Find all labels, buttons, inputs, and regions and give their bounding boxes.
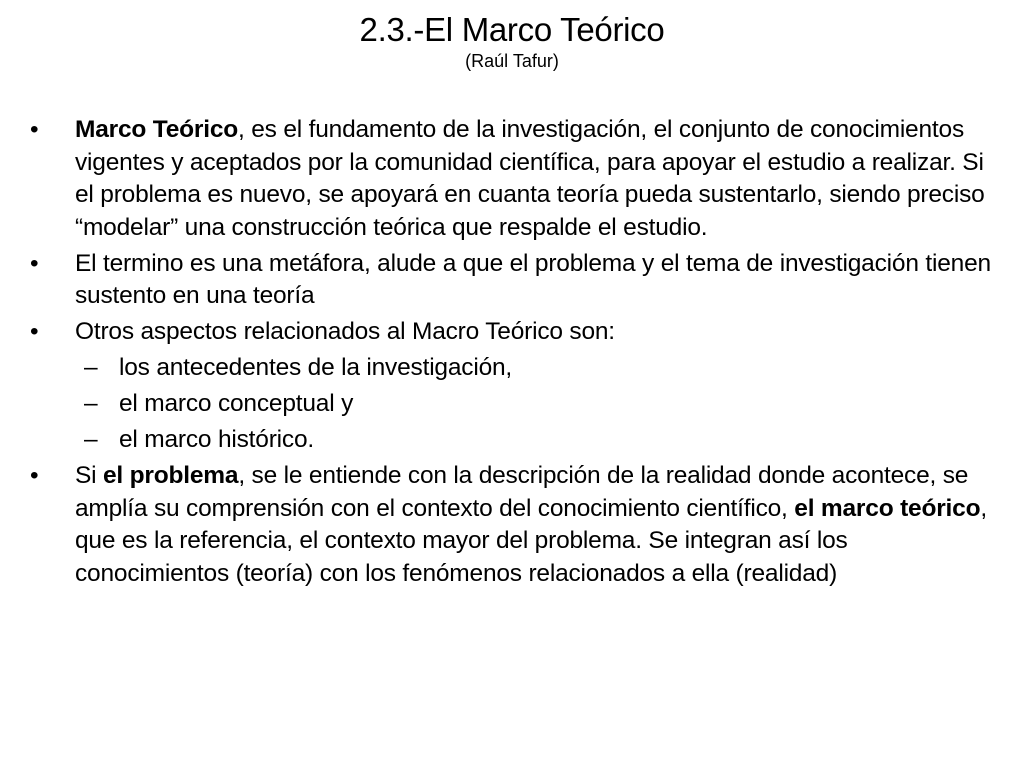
slide-content bbox=[30, 114, 1000, 590]
sub-item-text: el marco conceptual y bbox=[119, 390, 354, 417]
sub-item-3 bbox=[30, 424, 1000, 457]
dash-icon: – bbox=[84, 354, 98, 381]
bullet-icon: • bbox=[30, 116, 39, 143]
bullet-1-bold-lead: Marco Teórico bbox=[75, 116, 239, 143]
bullet-3-text: Otros aspectos relacionados al Macro Teórico son: bbox=[75, 318, 615, 345]
bullet-icon: • bbox=[30, 249, 39, 277]
title-block bbox=[0, 10, 1024, 72]
slide-title: 2.3.-El Marco Teórico bbox=[359, 11, 665, 48]
sub-item-1 bbox=[30, 352, 1000, 385]
bullet-4-bold-marco: el marco teórico bbox=[794, 494, 981, 522]
sub-item-2 bbox=[30, 388, 1000, 421]
bullet-icon: • bbox=[30, 318, 39, 345]
slide-subtitle: (Raúl Tafur) bbox=[465, 51, 559, 71]
dash-icon: – bbox=[84, 390, 98, 417]
sub-item-text: los antecedentes de la investigación, bbox=[119, 354, 513, 381]
sub-item-text: el marco histórico. bbox=[119, 426, 314, 453]
dash-icon: – bbox=[84, 426, 98, 453]
bullet-item-1 bbox=[30, 114, 1000, 244]
bullet-item-3 bbox=[30, 316, 1000, 349]
bullet-item-2 bbox=[30, 248, 1000, 313]
bullet-1-text: , es el fundamento de la investigación, el conjunto de conocimientos vigentes y aceptados por la comunidad científica, para apoyar el estudio a realizar. Si el problema es nuevo, se apoyará en cuanta teoría pueda sustentarlo, siendo preciso “modelar” una construcción teórica que respalde el estudio. bbox=[75, 116, 985, 241]
bullet-2-text: El termino es una metáfora, alude a que el problema y el tema de investigación tienen sustento en una teoría bbox=[75, 249, 991, 309]
bullet-4-text-2: , se le entiende con la descripción de la realidad donde acontece, se amplía su comprensión con el contexto del conocimiento científico, bbox=[75, 462, 969, 522]
bullet-item-4 bbox=[30, 460, 1000, 590]
bullet-icon: • bbox=[30, 462, 39, 489]
bullet-4-text-3: , que es la referencia, el contexto mayor del problema. Se integran así los conocimientos (teoría) con los fenómenos relacionados a ella (realidad) bbox=[75, 494, 987, 587]
bullet-4-bold-problem: el problema bbox=[103, 462, 239, 489]
bullet-4-text-1: Si bbox=[75, 462, 103, 489]
